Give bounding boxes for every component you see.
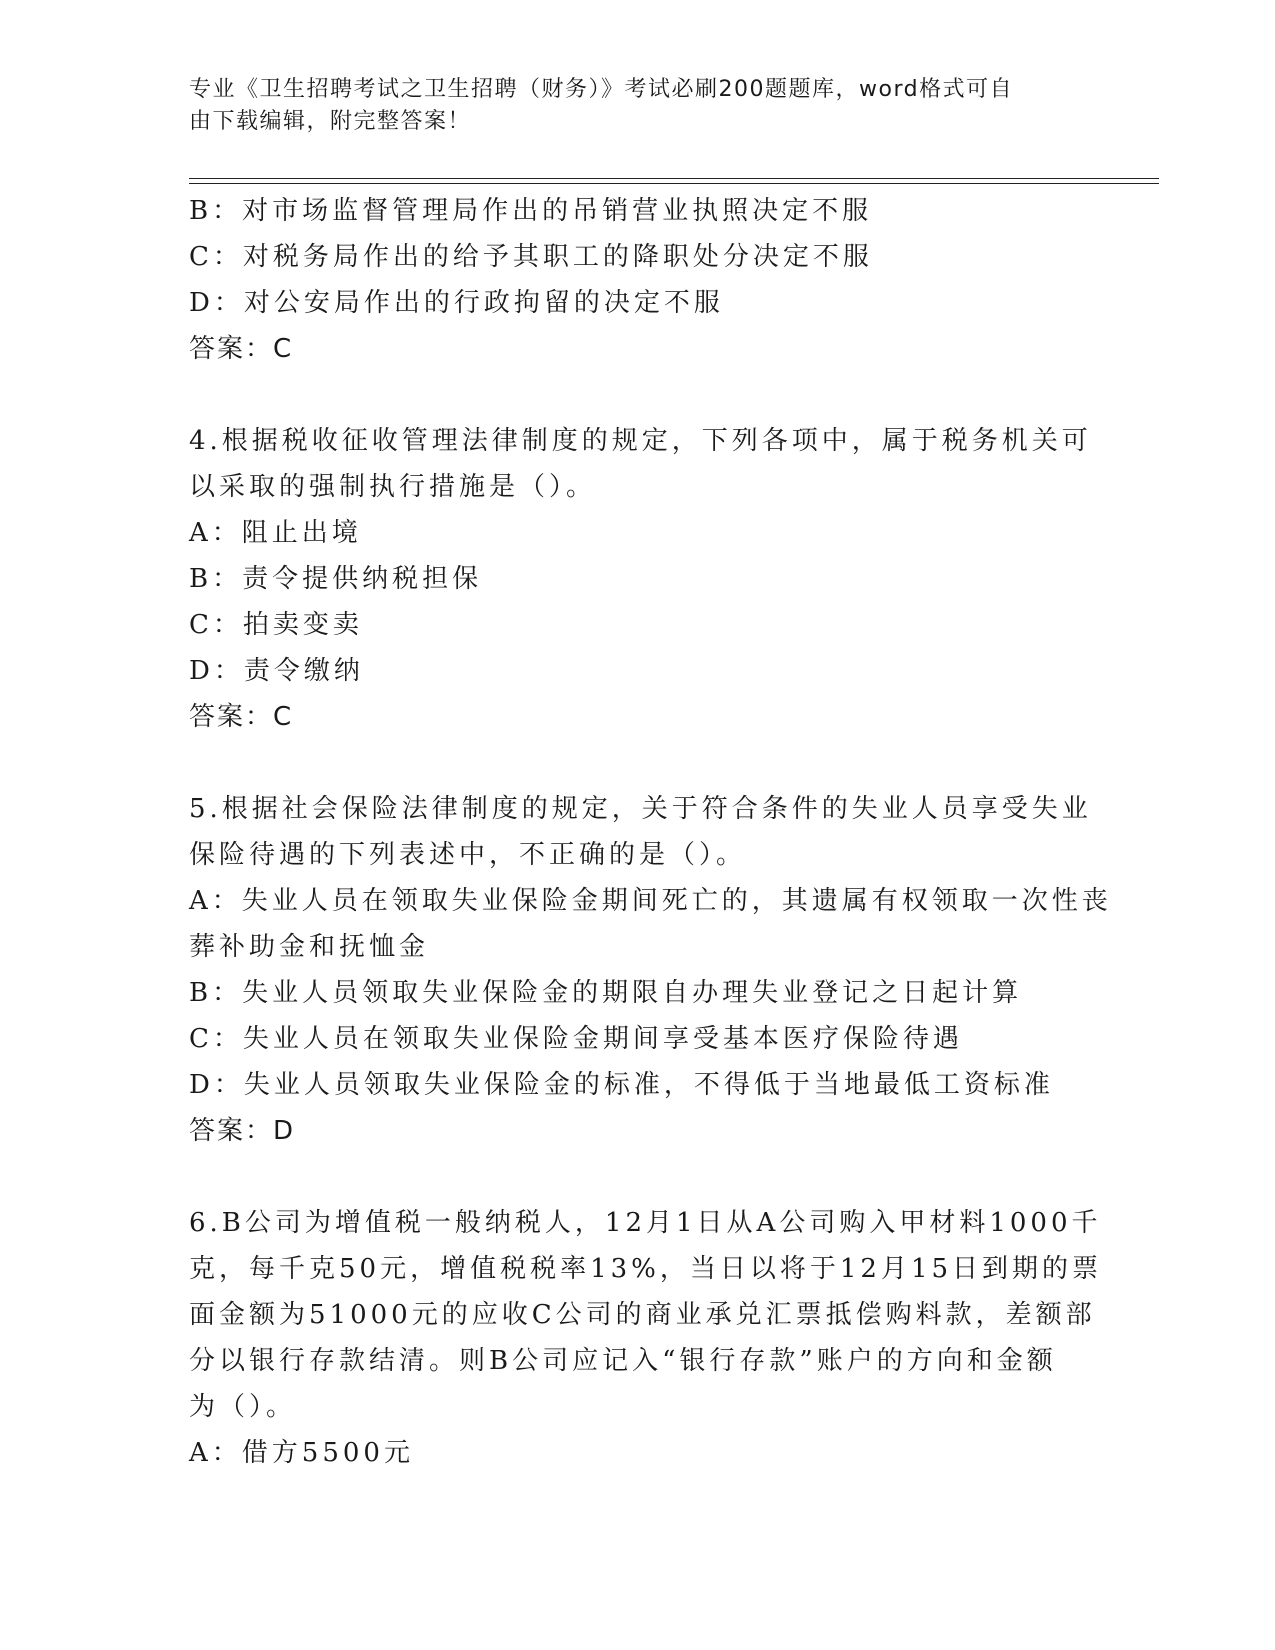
- q4-option-d: D：责令缴纳: [189, 656, 364, 686]
- q3-option-d: D：对公安局作出的行政拘留的决定不服: [189, 288, 724, 318]
- question-spacer: [189, 1154, 1089, 1200]
- q5-option-b: B：失业人员领取失业保险金的期限自办理失业登记之日起计算: [189, 978, 1023, 1008]
- question-5-block: [189, 786, 1112, 1154]
- q4-option-c: C：拍卖变卖: [189, 610, 363, 640]
- q4-answer: 答案：C: [189, 702, 294, 732]
- q4-stem-line-2: 以采取的强制执行措施是（）。: [189, 472, 597, 502]
- q6-stem-line-1: 6.B公司为增值税一般纳税人，12月1日从A公司购入甲材料1000千: [189, 1208, 1102, 1238]
- q6-option-a: A：借方5500元: [189, 1438, 414, 1468]
- q3-option-b: B：对市场监督管理局作出的吊销营业执照决定不服: [189, 196, 873, 226]
- q6-stem-line-3: 面金额为51000元的应收C公司的商业承兑汇票抵偿购料款，差额部: [189, 1300, 1096, 1330]
- question-6-block: [189, 1200, 1103, 1476]
- q5-option-a-line-1: A：失业人员在领取失业保险金期间死亡的，其遗属有权领取一次性丧: [189, 886, 1112, 916]
- header-divider-bottom: [189, 183, 1159, 184]
- q6-stem-line-5: 为（）。: [189, 1392, 297, 1422]
- q3-option-c: C：对税务局作出的给予其职工的降职处分决定不服: [189, 242, 873, 272]
- q6-stem-line-2: 克，每千克50元，增值税税率13%，当日以将于12月15日到期的票: [189, 1254, 1103, 1284]
- question-spacer: [189, 372, 1089, 418]
- q5-stem-line-2: 保险待遇的下列表述中，不正确的是（）。: [189, 840, 747, 870]
- question-4-block: [189, 418, 1092, 740]
- q4-stem-line-1: 4.根据税收征收管理法律制度的规定，下列各项中，属于税务机关可: [189, 426, 1092, 456]
- header-divider-top: [189, 178, 1159, 179]
- q5-option-d: D：失业人员领取失业保险金的标准，不得低于当地最低工资标准: [189, 1070, 1054, 1100]
- q4-option-a: A：阻止出境: [189, 518, 362, 548]
- document-header: [189, 74, 1069, 138]
- q3-answer: 答案：C: [189, 334, 294, 364]
- q4-option-b: B：责令提供纳税担保: [189, 564, 483, 594]
- question-spacer: [189, 740, 1089, 786]
- header-line-2: 由下载编辑，附完整答案！: [189, 109, 472, 134]
- q6-stem-line-4: 分以银行存款结清。则B公司应记入“银行存款”账户的方向和金额: [189, 1346, 1057, 1376]
- header-line-1: 专业《卫生招聘考试之卫生招聘（财务）》考试必刷200题题库，word格式可自: [189, 77, 1014, 102]
- q5-option-c: C：失业人员在领取失业保险金期间享受基本医疗保险待遇: [189, 1024, 963, 1054]
- q5-stem-line-1: 5.根据社会保险法律制度的规定，关于符合条件的失业人员享受失业: [189, 794, 1092, 824]
- question-content: [189, 188, 1112, 1476]
- question-3-block: [189, 188, 1089, 372]
- q5-answer: 答案：D: [189, 1116, 296, 1146]
- q5-option-a-line-2: 葬补助金和抚恤金: [189, 932, 430, 962]
